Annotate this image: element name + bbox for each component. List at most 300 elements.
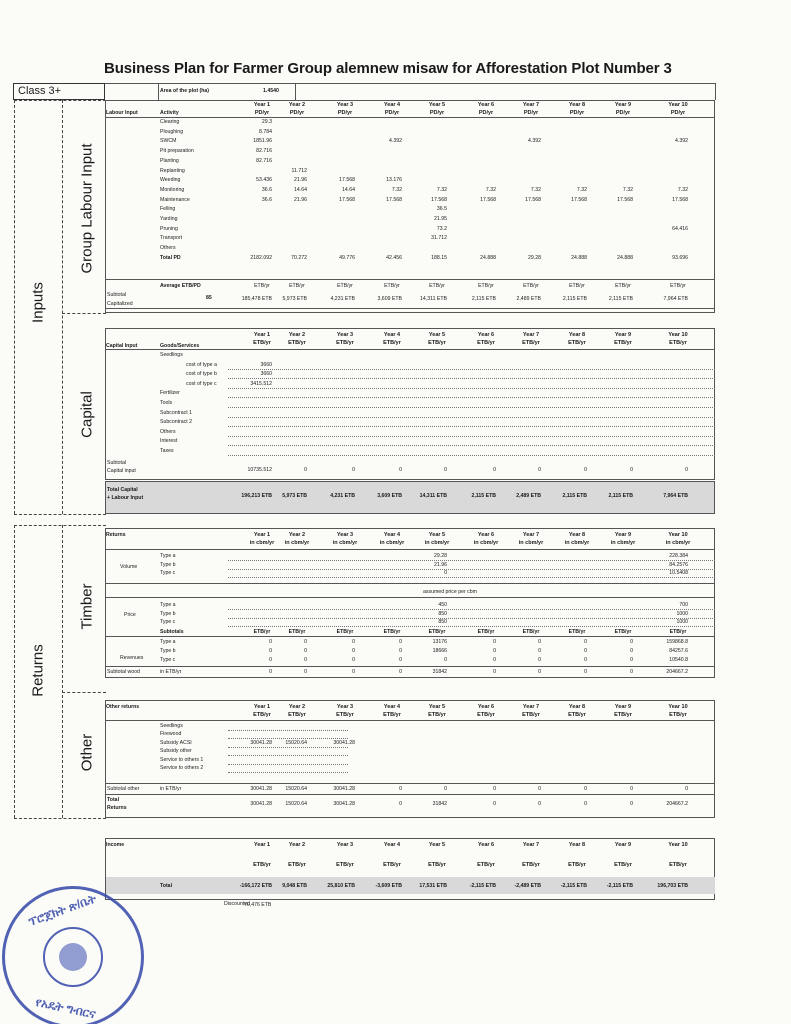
timber-unit-5: in cbm/yr xyxy=(424,540,450,546)
revenue-y7: 0 xyxy=(538,648,541,654)
timber-unit-1: in cbm/yr xyxy=(249,540,275,546)
labour-row-label: Pit preparation xyxy=(160,148,194,155)
subtotal-unit: ETB/yr xyxy=(253,629,271,635)
labour-row-y4: 42.456 xyxy=(386,254,402,261)
labour-row-y3: 17.568 xyxy=(339,196,355,203)
subtotal-unit: ETB/yr xyxy=(336,629,354,635)
labour-row-y4: 7.32 xyxy=(391,186,402,193)
total-capital-y3: 4,231 ETB xyxy=(330,493,355,499)
labour-row-y5: 31.712 xyxy=(431,235,447,242)
labour-year-1: Year 1 xyxy=(253,102,271,108)
capital-year-2: Year 2 xyxy=(288,332,306,338)
total-returns-y3: 30041.28 xyxy=(333,801,355,807)
revenue-y8: 0 xyxy=(584,657,587,663)
other-subtotal-y1: 30041.28 xyxy=(250,786,272,792)
labour-unit-8: PD/yr xyxy=(569,110,585,116)
returns-section-label: Returns xyxy=(106,532,126,538)
labour-row-label: Total PD xyxy=(160,254,181,261)
income-total-y9: -2,115 ETB xyxy=(606,883,633,889)
capital-row-label: Subcontract 2 xyxy=(160,419,193,426)
subtotal-wood-y2: 0 xyxy=(304,669,307,675)
capital-subtotal-label2: Capital input xyxy=(107,468,136,474)
labour-row-y5: 7.32 xyxy=(436,186,447,193)
labour-subtotal-y7: 2,489 ETB xyxy=(516,296,541,302)
subtotal-unit: ETB/yr xyxy=(669,629,687,635)
capital-row-label: cost of type a xyxy=(186,361,217,368)
labour-row-y10: 64.416 xyxy=(672,225,688,232)
labour-row-label: SWCM xyxy=(160,138,177,145)
subtotal-unit: ETB/yr xyxy=(477,629,495,635)
labour-row-y4: 4.392 xyxy=(389,138,402,145)
labour-row-label: Weeding xyxy=(160,177,181,184)
revenue-y5: 18666 xyxy=(432,648,447,654)
revenue-y2: 0 xyxy=(304,639,307,645)
volume-y10: 10.5408 xyxy=(669,570,688,577)
labour-row-y8: 17.568 xyxy=(571,196,587,203)
other-subtotal-y6: 0 xyxy=(493,786,496,792)
subtotal-wood-y4: 0 xyxy=(399,669,402,675)
other-unit-2: ETB/yr xyxy=(288,712,306,718)
capital-subtotal-y1: 10735.512 xyxy=(247,467,272,473)
total-returns-label: Total xyxy=(107,797,120,803)
price-y5: 850 xyxy=(438,619,447,626)
labour-row-label: Pruning xyxy=(160,225,178,232)
labour-subtotal-y5: 14,311 ETB xyxy=(419,296,447,302)
revenue-y10: 84257.6 xyxy=(669,648,688,654)
labour-unit-5: PD/yr xyxy=(429,110,445,116)
labour-year-3: Year 3 xyxy=(336,102,354,108)
labour-row-y1: 2182.092 xyxy=(250,254,272,261)
labour-row-y10: 17.568 xyxy=(672,196,688,203)
volume-label: Volume xyxy=(120,564,138,570)
timber-year-2: Year 2 xyxy=(288,532,306,538)
labour-subtotal-label: Subtotal xyxy=(107,292,127,298)
capital-unit-7: ETB/yr xyxy=(522,340,540,346)
income-total-y6: -2,115 ETB xyxy=(469,883,496,889)
volume-y5: 29.28 xyxy=(434,553,447,559)
inputs-side-label: Inputs xyxy=(29,282,47,323)
capital-table xyxy=(105,328,715,480)
price-label: Price xyxy=(124,612,136,618)
capital-unit-4: ETB/yr xyxy=(383,340,401,346)
npv-value: 70,476 ETB xyxy=(244,902,272,908)
total-capital-y9: 2,115 ETB xyxy=(608,493,633,499)
total-capital-y8: 2,115 ETB xyxy=(562,493,587,499)
other-year-4: Year 4 xyxy=(383,704,401,710)
labour-row-y10: 7.32 xyxy=(677,186,688,193)
labour-row-y6: 7.32 xyxy=(485,186,496,193)
labour-year-9: Year 9 xyxy=(614,102,632,108)
labour-row-y2: 70.272 xyxy=(291,254,307,261)
total-capital-y10: 7,964 ETB xyxy=(663,493,688,499)
other-subtotal-label: Subtotal other xyxy=(107,786,140,792)
avg-unit: ETB/yr xyxy=(337,283,353,289)
labour-row-y1: 1851.96 xyxy=(253,138,272,145)
timber-year-5: Year 5 xyxy=(428,532,446,538)
revenue-y5: 0 xyxy=(444,657,447,663)
volume-type-label: Type c xyxy=(160,570,176,577)
revenue-y3: 0 xyxy=(352,639,355,645)
income-year: Year 6 xyxy=(477,842,495,848)
labour-unit-3: PD/yr xyxy=(337,110,353,116)
income-total-y1: -166,172 ETB xyxy=(239,883,272,889)
labour-row-y1: 82.716 xyxy=(256,157,272,164)
labour-row-label: Replanting xyxy=(160,167,185,174)
capital-unit-9: ETB/yr xyxy=(614,340,632,346)
total-returns-y2: 15020.64 xyxy=(285,801,307,807)
labour-subtotal-y3: 4,231 ETB xyxy=(330,296,355,302)
other-year-3: Year 3 xyxy=(336,704,354,710)
capital-year-3: Year 3 xyxy=(336,332,354,338)
volume-y5: 0 xyxy=(444,570,447,577)
labour-row-y1: 36.6 xyxy=(261,186,272,193)
income-year: Year 7 xyxy=(522,842,540,848)
subtotal-unit: ETB/yr xyxy=(568,629,586,635)
total-capital-y6: 2,115 ETB xyxy=(471,493,496,499)
discounted-label: Discounted xyxy=(224,901,250,907)
revenue-y7: 0 xyxy=(538,657,541,663)
labour-unit-7: PD/yr xyxy=(523,110,539,116)
total-returns-y4: 0 xyxy=(399,801,402,807)
total-capital-y5: 14,311 ETB xyxy=(419,493,447,499)
revenue-y3: 0 xyxy=(352,657,355,663)
capital-subtotal-y10: 0 xyxy=(685,467,688,473)
subtotal-unit: ETB/yr xyxy=(428,629,446,635)
other-unit-10: ETB/yr xyxy=(669,712,687,718)
revenue-y5: 13176 xyxy=(432,639,447,645)
revenue-y10: 10540.8 xyxy=(669,657,688,663)
labour-row-y1: 82.716 xyxy=(256,148,272,155)
labour-year-7: Year 7 xyxy=(522,102,540,108)
other-unit-8: ETB/yr xyxy=(568,712,586,718)
official-seal: ፕሮጀክት ጽ/ቤት የአዴት ግብርና xyxy=(2,886,144,1024)
labour-unit-2: PD/yr xyxy=(289,110,305,116)
labour-row-label: Yarding xyxy=(160,216,178,222)
capital-subtotal-y9: 0 xyxy=(630,467,633,473)
other-unit-5: ETB/yr xyxy=(428,712,446,718)
income-year: Year 2 xyxy=(288,842,306,848)
other-year-2: Year 2 xyxy=(288,704,306,710)
price-y5: 850 xyxy=(438,610,447,617)
capital-unit-5: ETB/yr xyxy=(428,340,446,346)
revenue-type-label: Type a xyxy=(160,639,176,645)
labour-row-y2: 21.96 xyxy=(294,177,307,184)
income-unit: ETB/yr xyxy=(568,862,586,868)
labour-year-8: Year 8 xyxy=(568,102,586,108)
timber-year-8: Year 8 xyxy=(568,532,586,538)
labour-row-y2: 11.712 xyxy=(291,167,307,174)
avg-unit: ETB/yr xyxy=(478,283,494,289)
total-capital-y4: 3,609 ETB xyxy=(377,493,402,499)
other-row-value: 30041.28 xyxy=(333,739,355,746)
revenue-y9: 0 xyxy=(630,639,633,645)
timber-unit-6: in cbm/yr xyxy=(473,540,499,546)
labour-row-label: Others xyxy=(160,245,176,252)
labour-row-y1: 29.3 xyxy=(261,119,272,125)
labour-subtotal-y1: 185,478 ETB xyxy=(241,296,272,302)
price-y5: 450 xyxy=(438,602,447,608)
other-subtotal-y3: 30041.28 xyxy=(333,786,355,792)
capital-row-label: cost of type c xyxy=(186,380,217,387)
labour-row-y5: 36.5 xyxy=(436,206,447,213)
document-title: Business Plan for Farmer Group alemnew misaw for Afforestation Plot Number 3 xyxy=(104,60,672,77)
labour-row-y1: 53.436 xyxy=(256,177,272,184)
revenue-y6: 0 xyxy=(493,657,496,663)
labour-row-y3: 14.64 xyxy=(342,186,355,193)
labour-row-y4: 13.176 xyxy=(386,177,402,184)
price-type-label: Type b xyxy=(160,610,176,617)
capital-section-label: Capital Input xyxy=(106,343,138,349)
capital-subtotal-y2: 0 xyxy=(304,467,307,473)
area-value: 1.4540 xyxy=(263,88,279,94)
labour-row-y5: 73.2 xyxy=(436,225,447,232)
other-year-6: Year 6 xyxy=(477,704,495,710)
revenue-y10: 159868.8 xyxy=(666,639,688,645)
price-type-label: Type a xyxy=(160,602,176,608)
timber-year-1: Year 1 xyxy=(253,532,271,538)
capital-subtotal-y6: 0 xyxy=(493,467,496,473)
revenue-y4: 0 xyxy=(399,639,402,645)
labour-row-label: Transport xyxy=(160,235,183,242)
revenue-y8: 0 xyxy=(584,639,587,645)
avg-unit: ETB/yr xyxy=(523,283,539,289)
other-year-7: Year 7 xyxy=(522,704,540,710)
subtotal-wood-y8: 0 xyxy=(584,669,587,675)
class-label: Class 3+ xyxy=(13,83,105,100)
other-side-label: Other xyxy=(78,733,96,772)
revenues-label: Revenues xyxy=(120,655,144,661)
subtotals-label: Subtotals xyxy=(160,629,184,635)
avg-unit: ETB/yr xyxy=(289,283,305,289)
other-row-value: 30041.28 xyxy=(250,739,272,746)
volume-y5: 21.96 xyxy=(434,561,447,568)
price-y10: 1000 xyxy=(676,619,688,626)
labour-row-y4: 17.568 xyxy=(386,196,402,203)
volume-y10: 84.2576 xyxy=(669,561,688,568)
income-total-y8: -2,115 ETB xyxy=(560,883,587,889)
capital-row-value: 3660 xyxy=(260,361,272,368)
income-unit: ETB/yr xyxy=(477,862,495,868)
capital-unit-10: ETB/yr xyxy=(669,340,687,346)
labour-row-y10: 93.696 xyxy=(672,254,688,261)
labour-row-y9: 7.32 xyxy=(622,186,633,193)
labour-row-y5: 21.95 xyxy=(434,216,447,222)
subtotal-unit: ETB/yr xyxy=(614,629,632,635)
revenue-y1: 0 xyxy=(269,648,272,654)
capital-row-value: 3660 xyxy=(260,371,272,378)
subtotal-wood-label: Subtotal wood xyxy=(107,669,140,675)
revenue-y1: 0 xyxy=(269,639,272,645)
labour-row-y3: 49.776 xyxy=(339,254,355,261)
income-unit: ETB/yr xyxy=(669,862,687,868)
total-returns-y6: 0 xyxy=(493,801,496,807)
labour-subtotal-y4: 3,609 ETB xyxy=(377,296,402,302)
avg-unit: ETB/yr xyxy=(384,283,400,289)
labour-row-y7: 7.32 xyxy=(530,186,541,193)
labour-row-y6: 17.568 xyxy=(480,196,496,203)
avg-unit: ETB/yr xyxy=(615,283,631,289)
capital-unit-1: ETB/yr xyxy=(253,340,271,346)
income-unit: ETB/yr xyxy=(614,862,632,868)
avg-unit: ETB/yr xyxy=(254,283,270,289)
total-returns-y7: 0 xyxy=(538,801,541,807)
revenue-y6: 0 xyxy=(493,648,496,654)
labour-row-y8: 7.32 xyxy=(576,186,587,193)
other-subtotal-y9: 0 xyxy=(630,786,633,792)
volume-y10: 228.384 xyxy=(669,553,688,559)
labour-row-label: Planting xyxy=(160,157,179,164)
capital-subtotal-label: Subtotal xyxy=(107,460,127,466)
other-subtotal-y7: 0 xyxy=(538,786,541,792)
activity-header: Activity xyxy=(160,110,179,116)
capital-row-label: cost of type b xyxy=(186,371,217,378)
avg-etb-label: Average ETB/PD xyxy=(160,283,201,289)
other-unit-3: ETB/yr xyxy=(336,712,354,718)
avg-unit: ETB/yr xyxy=(569,283,585,289)
other-unit-4: ETB/yr xyxy=(383,712,401,718)
subtotal-wood-y7: 0 xyxy=(538,669,541,675)
labour-row-y5: 188.15 xyxy=(431,254,447,261)
capital-row-label: Seedlings xyxy=(160,352,183,358)
capital-year-10: Year 10 xyxy=(668,332,688,338)
labour-row-y6: 24.888 xyxy=(480,254,496,261)
timber-year-7: Year 7 xyxy=(522,532,540,538)
returns-side-label: Returns xyxy=(29,644,47,697)
other-subtotal-y8: 0 xyxy=(584,786,587,792)
price-y10: 700 xyxy=(679,602,688,608)
labour-subtotal-y6: 2,115 ETB xyxy=(471,296,496,302)
capital-row-label: Subcontract 1 xyxy=(160,409,193,416)
other-year-1: Year 1 xyxy=(253,704,271,710)
labour-year-10: Year 10 xyxy=(668,102,688,108)
other-subtotal-unit: in ETB/yr xyxy=(160,786,182,792)
capital-row-value: 3415.512 xyxy=(250,380,272,387)
income-unit: ETB/yr xyxy=(253,862,271,868)
income-year: Year 4 xyxy=(383,842,401,848)
total-returns-y9: 0 xyxy=(630,801,633,807)
total-capital-label: Total Capital xyxy=(107,487,138,493)
timber-unit-3: in cbm/yr xyxy=(332,540,358,546)
capital-year-1: Year 1 xyxy=(253,332,271,338)
other-year-8: Year 8 xyxy=(568,704,586,710)
labour-year-6: Year 6 xyxy=(477,102,495,108)
labour-row-y9: 24.888 xyxy=(617,254,633,261)
capital-row-label: Interest xyxy=(160,438,178,445)
labour-unit-4: PD/yr xyxy=(384,110,400,116)
area-label: Area of the plot (ha) xyxy=(160,88,209,94)
income-unit: ETB/yr xyxy=(288,862,306,868)
total-capital-y2: 5,973 ETB xyxy=(282,493,307,499)
goods-header: Goods/Services xyxy=(160,343,200,349)
other-subtotal-y10: 0 xyxy=(685,786,688,792)
income-unit: ETB/yr xyxy=(383,862,401,868)
revenue-y6: 0 xyxy=(493,639,496,645)
capital-year-7: Year 7 xyxy=(522,332,540,338)
timber-unit-2: in cbm/yr xyxy=(284,540,310,546)
total-returns-y1: 30041.28 xyxy=(250,801,272,807)
other-unit-6: ETB/yr xyxy=(477,712,495,718)
labour-row-label: Monitoring xyxy=(160,186,185,193)
avg-etb-value: 85 xyxy=(206,295,212,301)
revenue-y1: 0 xyxy=(269,657,272,663)
labour-row-y10: 4.392 xyxy=(675,138,688,145)
capital-row-label: Tools xyxy=(160,400,173,406)
labour-row-y1: 8.784 xyxy=(259,128,272,135)
volume-type-label: Type a xyxy=(160,553,176,559)
revenue-y3: 0 xyxy=(352,648,355,654)
revenue-y2: 0 xyxy=(304,648,307,654)
capital-subtotal-y3: 0 xyxy=(352,467,355,473)
capital-unit-2: ETB/yr xyxy=(288,340,306,346)
income-total-y2: 9,048 ETB xyxy=(282,883,307,889)
revenue-y9: 0 xyxy=(630,648,633,654)
revenue-type-label: Type c xyxy=(160,657,176,663)
capital-subtotal-y4: 0 xyxy=(399,467,402,473)
other-unit-7: ETB/yr xyxy=(522,712,540,718)
capital-year-4: Year 4 xyxy=(383,332,401,338)
capital-subtotal-y7: 0 xyxy=(538,467,541,473)
other-subtotal-y5: 0 xyxy=(444,786,447,792)
timber-side-label: Timber xyxy=(78,583,96,630)
labour-capitalized-label: Capitalized xyxy=(107,301,133,307)
other-row-label: Seedlings xyxy=(160,723,183,729)
capital-year-9: Year 9 xyxy=(614,332,632,338)
other-row-value: 15020.64 xyxy=(285,739,307,746)
income-unit: ETB/yr xyxy=(428,862,446,868)
total-returns-y8: 0 xyxy=(584,801,587,807)
labour-subtotal-y9: 2,115 ETB xyxy=(608,296,633,302)
labour-row-y7: 17.568 xyxy=(525,196,541,203)
timber-year-9: Year 9 xyxy=(614,532,632,538)
capital-subtotal-y8: 0 xyxy=(584,467,587,473)
labour-unit-1: PD/yr xyxy=(254,110,270,116)
revenue-y8: 0 xyxy=(584,648,587,654)
total-capital-y1: 196,213 ETB xyxy=(241,493,272,499)
income-year: Year 1 xyxy=(253,842,271,848)
labour-row-y9: 17.568 xyxy=(617,196,633,203)
total-returns-y5: 31842 xyxy=(432,801,447,807)
labour-row-y7: 4.392 xyxy=(528,138,541,145)
income-year: Year 8 xyxy=(568,842,586,848)
labour-row-y8: 24.888 xyxy=(571,254,587,261)
income-label: Income xyxy=(106,842,125,848)
labour-row-y3: 17.568 xyxy=(339,177,355,184)
timber-year-6: Year 6 xyxy=(477,532,495,538)
capital-unit-3: ETB/yr xyxy=(336,340,354,346)
other-unit-1: ETB/yr xyxy=(253,712,271,718)
timber-year-4: Year 4 xyxy=(383,532,401,538)
labour-row-y1: 36.6 xyxy=(261,196,272,203)
other-row-label: Firewood xyxy=(160,731,182,738)
labour-row-label: Ploughing xyxy=(160,128,184,135)
total-returns-y10: 204667.2 xyxy=(666,801,688,807)
capital-row-label: Fertilizer xyxy=(160,390,180,397)
capital-year-6: Year 6 xyxy=(477,332,495,338)
labour-row-label: Maintenance xyxy=(160,196,190,203)
subtotal-wood-y10: 204667.2 xyxy=(666,669,688,675)
income-year: Year 5 xyxy=(428,842,446,848)
capital-unit-8: ETB/yr xyxy=(568,340,586,346)
labour-row-label: Clearing xyxy=(160,119,180,125)
other-year-9: Year 9 xyxy=(614,704,632,710)
other-row-label: Subsidy other xyxy=(160,748,192,755)
income-total-label: Total xyxy=(160,883,173,889)
income-total-y5: 17,531 ETB xyxy=(419,883,447,889)
labour-row-y2: 21.96 xyxy=(294,196,307,203)
capital-subtotal-y5: 0 xyxy=(444,467,447,473)
capital-year-5: Year 5 xyxy=(428,332,446,338)
labour-unit-10: PD/yr xyxy=(670,110,686,116)
